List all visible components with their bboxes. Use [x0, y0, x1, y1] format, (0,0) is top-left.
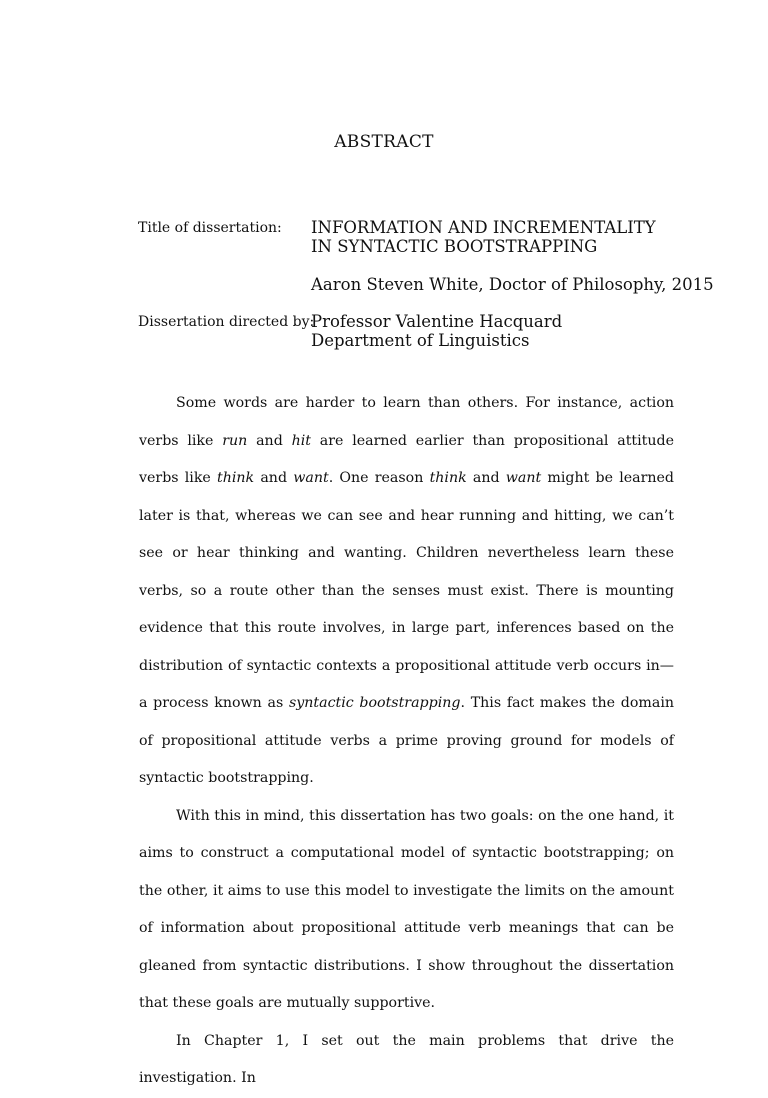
dissertation-title-line-1: INFORMATION AND INCREMENTALITY	[311, 218, 656, 237]
text-run: are learned earlier than propositional attitude verbs like	[139, 432, 674, 486]
text-run: . One reason	[328, 470, 430, 486]
italic-term: hit	[291, 432, 311, 449]
italic-term: want	[293, 470, 329, 486]
abstract-body	[139, 385, 674, 1098]
text-run: and	[247, 432, 292, 449]
text-run: Some words are harder to learn than others. For instance, action verbs like	[139, 395, 674, 449]
text-run: In Chapter 1, I set out the main problems that drive the investigation. In	[139, 1032, 674, 1086]
text-run: might be learned later is that, whereas we can see and hear running and hitting, we can’t see or hear thinking and wanting. Children nevertheless learn these verbs, so a route other than the senses must exist. There is mounting evidence that this route involves, in large part, inferences based on the distribution of syntactic contexts a propositional attitude verb occurs in—a process known as	[139, 470, 674, 711]
italic-term: run	[222, 432, 248, 449]
italic-term: syntactic bootstrapping	[288, 695, 461, 711]
director-name: Professor Valentine Hacquard	[311, 312, 563, 331]
italic-term: want	[505, 470, 542, 486]
author-degree-line: Aaron Steven White, Doctor of Philosophy, 2015	[311, 275, 714, 294]
paragraph-1	[139, 385, 674, 798]
abstract-heading: ABSTRACT	[334, 132, 434, 152]
dissertation-title-line-2: IN SYNTACTIC BOOTSTRAPPING	[311, 237, 598, 256]
director-label: Dissertation directed by:	[138, 314, 315, 330]
title-label: Title of dissertation:	[138, 220, 282, 236]
director-department: Department of Linguistics	[311, 331, 530, 350]
paragraph-3	[139, 1023, 674, 1098]
text-run: . This fact makes the domain of propositional attitude verbs a prime proving ground for models of syntactic bootstrapping.	[139, 695, 675, 786]
text-run: With this in mind, this dissertation has two goals: on the one hand, it aims to construct a computational model of syntactic bootstrapping; on the other, it aims to use this model to investigate the limits on the amount of information about propositional attitude verb meanings that can be gleaned from syntactic distributions. I show throughout the dissertation that these goals are mutually supportive.	[139, 807, 674, 1011]
text-run: and	[466, 470, 506, 486]
italic-term: think	[429, 470, 467, 486]
text-run: and	[254, 470, 294, 486]
italic-term: think	[217, 470, 255, 486]
paragraph-2	[139, 798, 674, 1023]
